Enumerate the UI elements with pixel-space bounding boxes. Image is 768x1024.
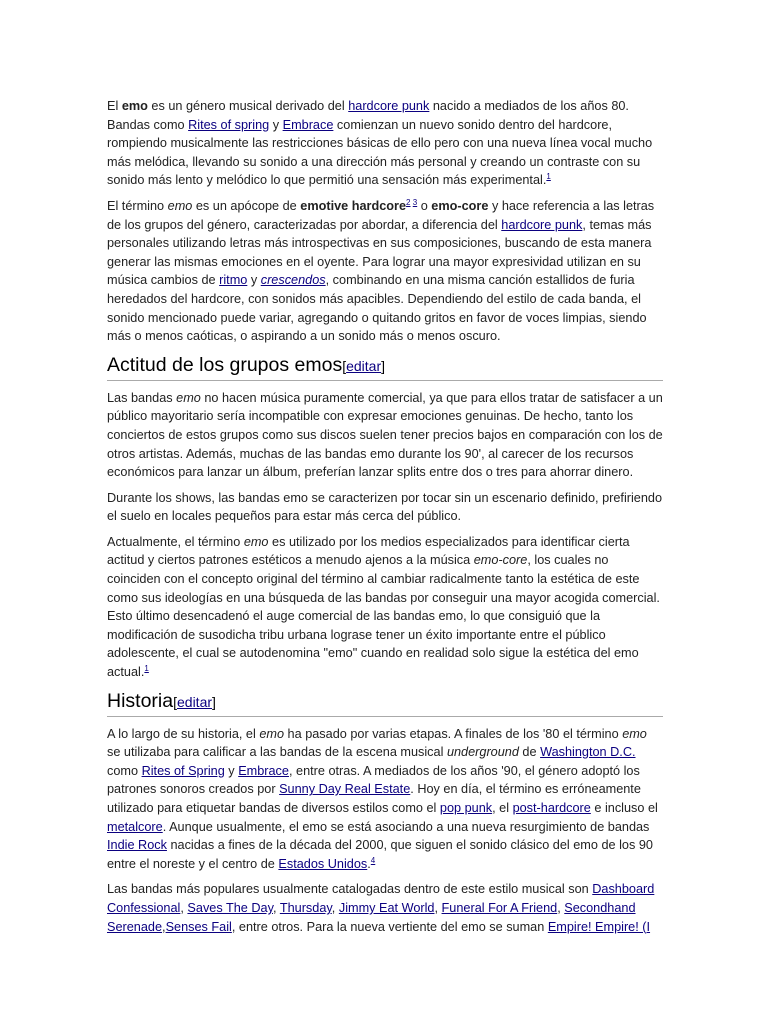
text: no hacen música puramente comercial, ya que para ellos tratar de satisfacer a un público mayoritario sería incompatible con expresar emociones genuinas. De hecho, tanto los conciertos de estos grupos como sus discos suelen tener precios bajos en comparación con los de otros artistas. Además, muchas de las bandas emo durante los 90', al carecer de los recursos económicos para lanzar un álbum, preferían lanzar splits entre dos o tres para ahorrar dinero. [107,390,663,480]
text: comienzan un nuevo sonido dentro del hardcore, rompiendo musicalmente las restricciones básicas de ello pero con una nueva línea vocal mucho más melódica, llevando su sonido a una dirección más personal y creando un contraste con su sonido más lento y melódico lo que permitió una sensación más experimental. [107,117,653,188]
text: es un apócope de [192,198,301,213]
section-heading-actitud [107,353,663,381]
text: El término [107,198,168,213]
edit-section [342,358,385,374]
text: , combinando en una misma canción estallidos de furia heredados del hardcore, con sonidos más apacibles. Dependiendo del estilo de cada banda, el sonido mencionado puede variar, agregando o quitando gritos en favor de voces limpias, siendo más o menos caóticas, o aspirando a un sonido más o menos oscuro. [107,273,647,344]
text: es un género musical derivado del [147,99,349,113]
bold-term: emo [121,99,148,113]
text: , [162,919,166,934]
link-funeral-for-a-friend[interactable]: Funeral For A Friend [441,900,558,915]
text: y [269,117,283,132]
text: y [224,763,239,778]
link-indie-rock[interactable]: Indie Rock [107,838,167,853]
text: Actualmente, el término [107,534,244,549]
link-hardcore-punk[interactable]: hardcore punk [501,217,583,232]
historia-paragraph-2 [107,880,663,936]
text: y hace referencia a las letras de los grupos del género, caracterizadas por abordar, a diferencia del [107,198,655,232]
link-embrace[interactable]: Embrace [238,763,289,778]
bracket: ] [381,357,386,374]
text: se utilizaba para calificar a las bandas de la escena musical [107,745,447,760]
reference-link[interactable]: 3 [412,197,418,207]
link-empire-empire[interactable]: Empire! Empire! (I [547,919,651,934]
text: de [518,745,541,760]
link-pop-punk[interactable]: pop punk [439,801,493,815]
term-paragraph [107,197,663,346]
link-metalcore[interactable]: metalcore [107,819,163,834]
text: , los cuales no coinciden con el concepto original del término al cambiar radicalmente tanto la estética de este como sus ideologías en una búsqueda de las bandas por conseguir una mayor acogida comercial. Esto último desencadenó el auge comercial de las bandas emo, lo que consiguió que la modificación de susodicha tribu urbana lograse tener un éxito importante entre el público adolescente, el cual se autodenomina "emo" cuando en realidad solo sigue la estética del emo actual. [107,553,660,680]
edit-section [173,694,216,710]
actitud-paragraph-3 [107,533,663,682]
text: A lo largo de su historia, el [107,726,260,741]
link-ritmo[interactable]: ritmo [219,273,248,288]
edit-link[interactable]: editar [346,357,382,374]
text: , [180,900,188,915]
text: Las bandas más populares usualmente catalogadas dentro de este estilo musical son [107,882,593,897]
italic-term: emo [622,726,647,741]
italic-term: emo [259,726,285,741]
article-content [107,97,663,943]
intro-paragraph [107,97,663,190]
text: Las bandas [107,390,177,405]
link-hardcore-punk[interactable]: hardcore punk [348,99,430,113]
italic-term: emo [243,534,269,549]
text: Durante los shows, las bandas emo se caracterizen por tocar sin un escenario definido, prefiriendo el suelo en locales pequeños para estar más cerca del público. [107,490,663,524]
link-saves-the-day[interactable]: Saves The Day [187,900,273,915]
text: El [107,99,122,113]
text: , entre otras. A mediados de los años '90, el género adoptó los patrones sonoros creados por [107,763,640,797]
text: e incluso el [590,801,658,815]
bold-term: emotive hardcore [300,198,407,213]
link-secondhand-serenade[interactable]: Secondhand Serenade [107,900,636,934]
reference-link[interactable]: 2 [406,197,411,207]
italic-term: emo-core [473,553,528,568]
heading-title: Historia [107,689,174,712]
heading-title: Actitud de los grupos emos [107,353,343,376]
link-estados-unidos[interactable]: Estados Unidos [278,856,368,871]
link-post-hardcore[interactable]: post-hardcore [512,801,591,815]
text: , temas más personales utilizando letras más introspectivas en sus composiciones, buscando de esta manera generar las mismas emociones en el oyente. Para lograr una mayor expresividad utilizan en su música cambios de [107,217,652,288]
text: nacido a mediados de los años 80. Bandas como [107,99,629,132]
bracket: [ [342,357,347,374]
reference-link[interactable]: 4 [370,855,376,865]
actitud-paragraph-1 [107,389,663,482]
edit-link[interactable]: editar [177,693,213,710]
text: o [417,198,432,213]
italic-term: crescendos [260,273,326,288]
text: como [107,763,142,778]
link-dashboard-confessional[interactable]: Dashboard Confessional [107,882,655,915]
link-crescendos[interactable] [261,273,326,287]
bracket: [ [173,693,177,710]
text: . [367,856,371,871]
link-thursday[interactable]: Thursday [279,900,332,915]
italic-term: emo [167,198,193,213]
text: . Aunque usualmente, el emo se está asociando a una nueva resurgimiento de bandas [162,819,650,834]
text: . Hoy en día, el término es erróneamente utilizado para etiquetar bandas de diversos estilos como el [107,782,641,815]
bracket: ] [212,693,216,710]
reference-link[interactable]: 1 [144,664,149,674]
text: , [557,900,565,915]
text: , entre otros. Para la nueva vertiente del emo se suman [231,919,548,934]
historia-paragraph-1 [107,725,663,874]
text: es utilizado por los medios especializados para identificar cierta actitud y ciertos patrones estéticos a menudo ajenos a la música [107,534,630,568]
link-rites-of-spring[interactable]: Rites of spring [188,117,270,132]
link-washington-dc[interactable]: Washington D.C. [540,745,636,760]
link-jimmy-eat-world[interactable]: Jimmy Eat World [338,900,435,915]
actitud-paragraph-2 [107,489,663,526]
text: , el [492,801,513,815]
text: , [273,900,280,915]
italic-term: emo [176,390,201,405]
link-rites-of-spring[interactable]: Rites of Spring [141,763,225,778]
text: , [434,900,442,915]
link-senses-fail[interactable]: Senses Fail [165,919,232,934]
bold-term: emo-core [431,198,489,213]
link-sunny-day-real-estate[interactable]: Sunny Day Real Estate [279,782,411,797]
italic-term: underground [446,745,519,760]
text: ha pasado por varias etapas. A finales de los '80 el término [284,726,623,741]
text: y [247,273,261,288]
reference-link[interactable]: 1 [546,172,551,182]
section-heading-historia [107,689,663,717]
text: nacidas a fines de la década del 2000, que siguen el sonido clásico del emo de los 90 entre el noreste y el centro de [107,838,653,871]
text: , [331,900,339,915]
link-embrace[interactable]: Embrace [282,117,334,132]
